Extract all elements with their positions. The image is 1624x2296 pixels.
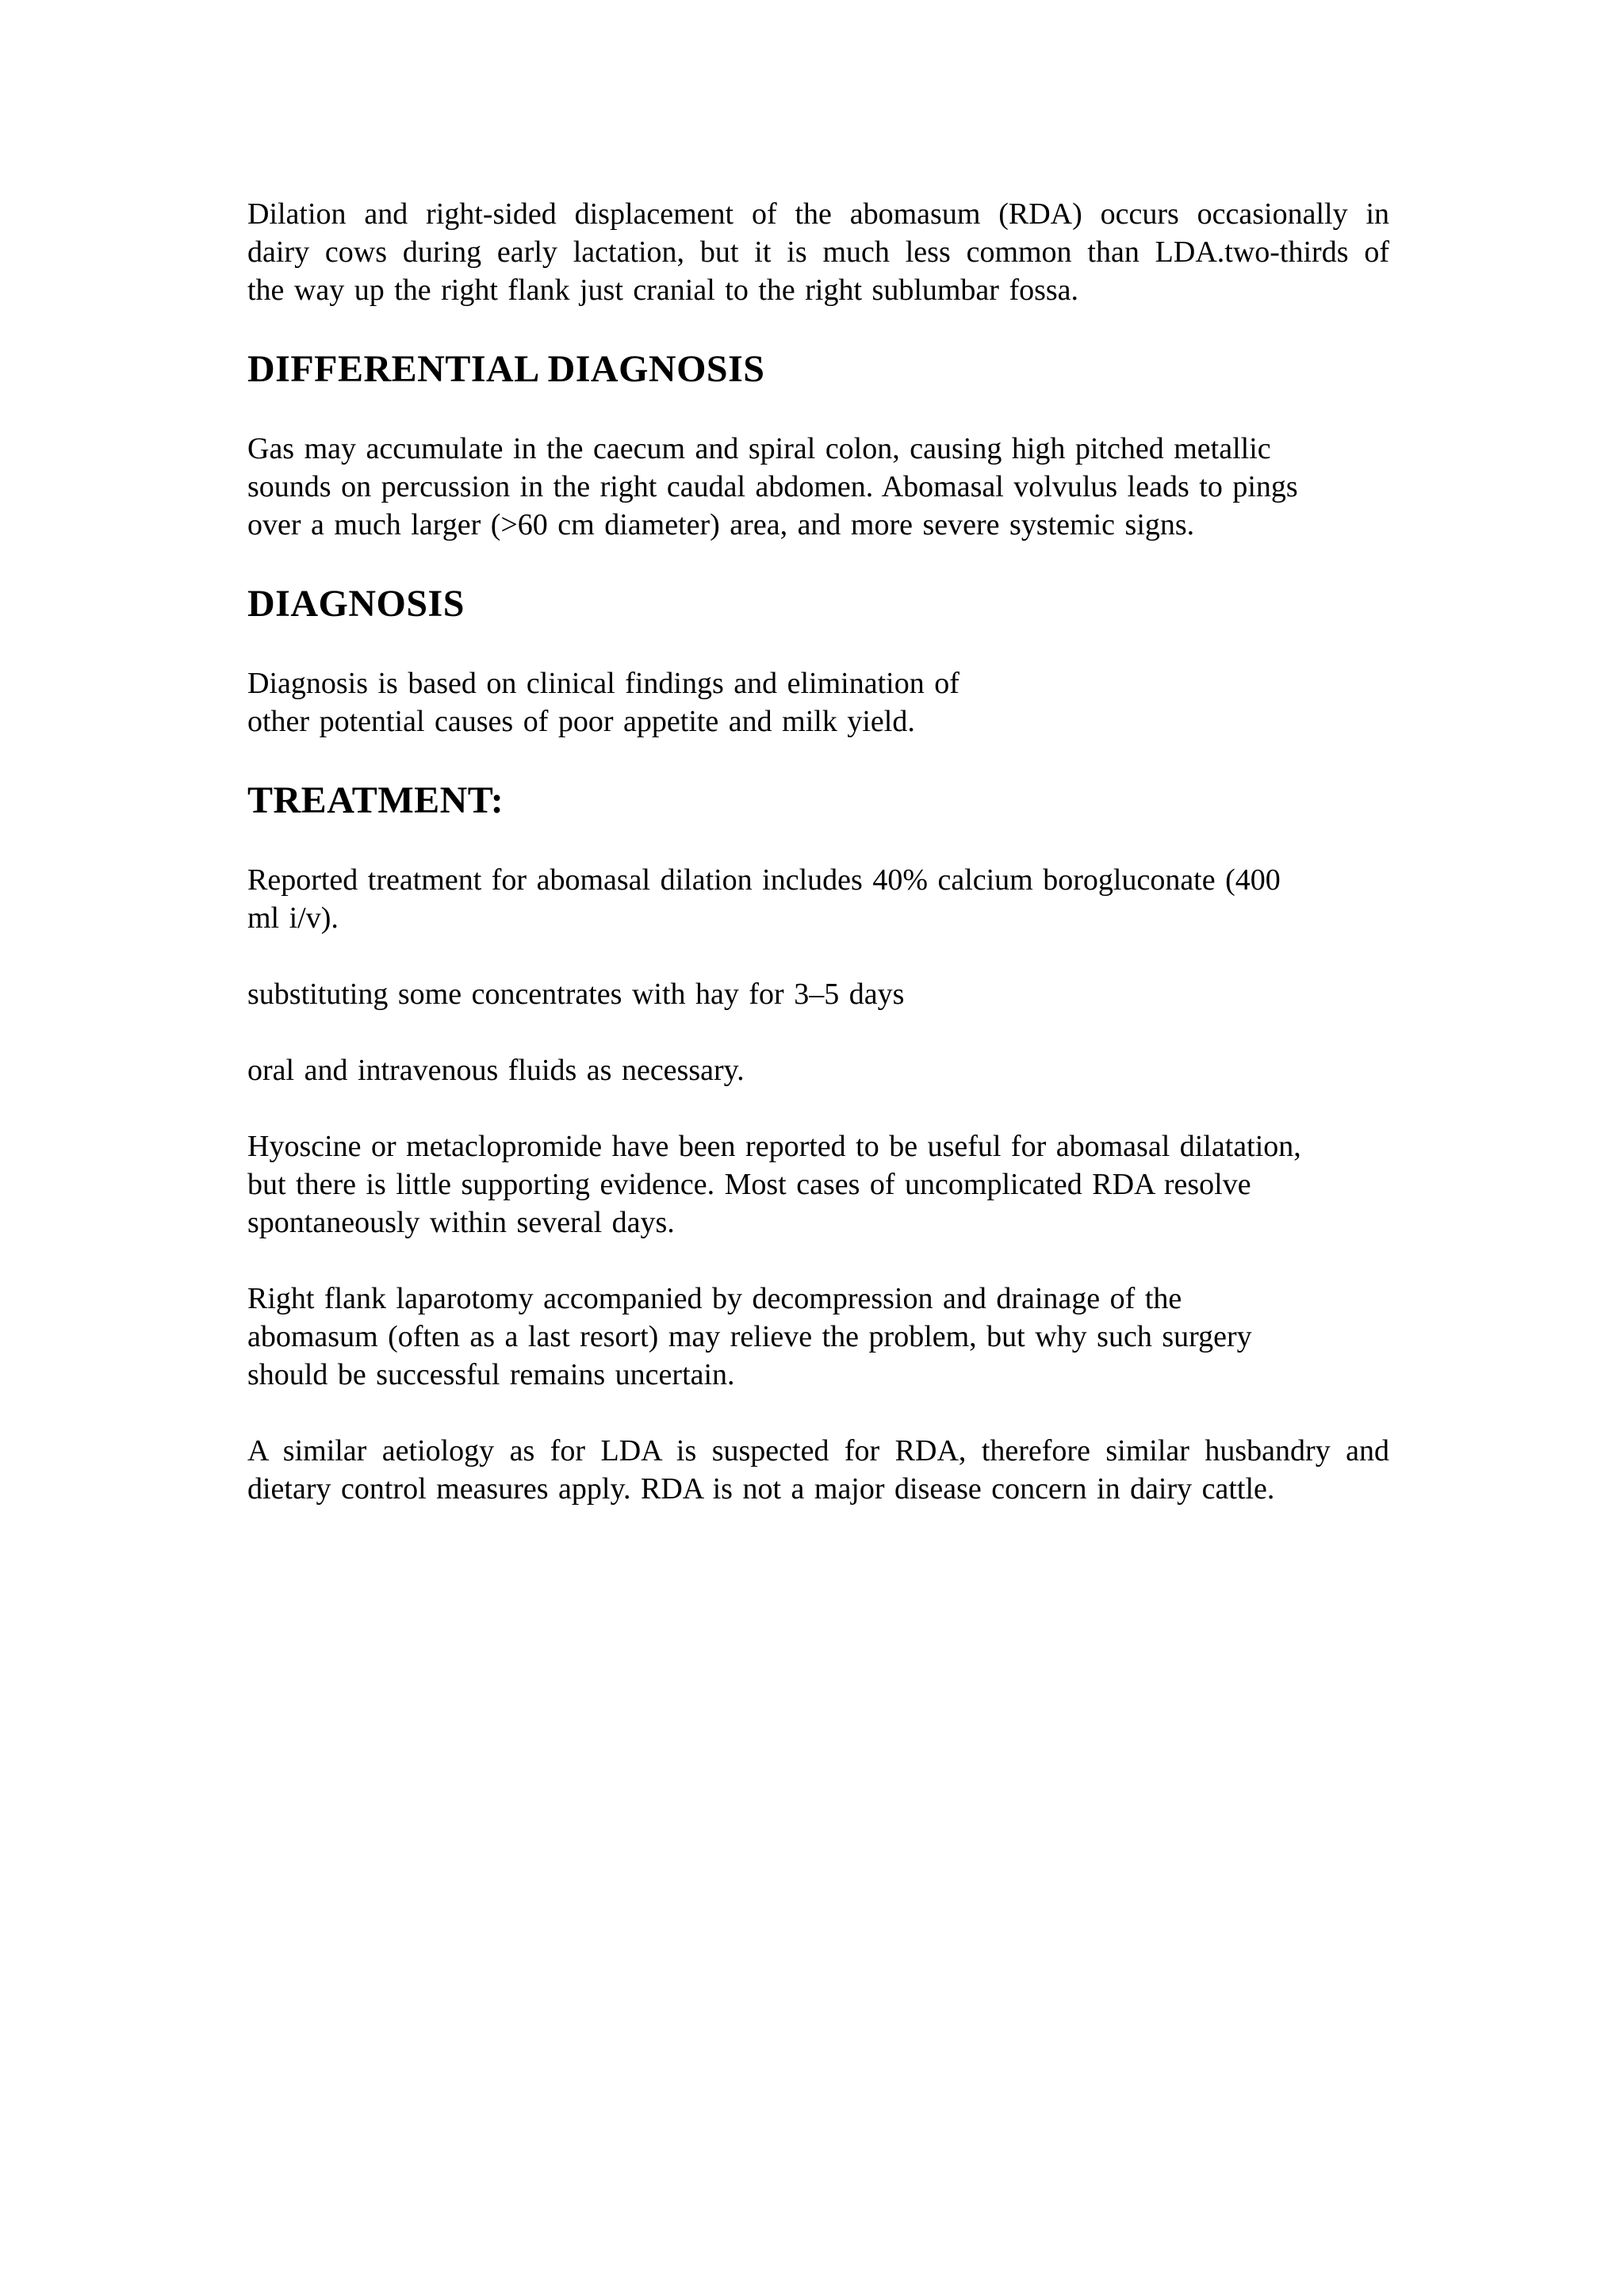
text-line: the way up the right flank just cranial to the right sublumbar fossa. [247, 274, 1079, 307]
treatment-paragraph-3 [247, 1051, 1389, 1089]
text-line: substituting some concentrates with hay for 3–5 days [247, 978, 905, 1011]
text-line: abomasum (often as a last resort) may relieve the problem, but why such surgery [247, 1320, 1252, 1353]
text-line: Gas may accumulate in the caecum and spiral colon, causing high pitched metallic [247, 432, 1271, 465]
diagnosis-paragraph [247, 664, 1389, 740]
text-line: but there is little supporting evidence. Most cases of uncomplicated RDA resolve [247, 1168, 1251, 1201]
text-line: Hyoscine or metaclopromide have been reported to be useful for abomasal dilatation, [247, 1130, 1301, 1163]
text-line: A similar aetiology as for LDA is suspected for RDA, therefore similar husbandry and [247, 1434, 1389, 1468]
text-line: over a much larger (>60 cm diameter) area, and more severe systemic signs. [247, 508, 1195, 541]
section-heading-diagnosis: DIAGNOSIS [247, 583, 465, 625]
differential-paragraph [247, 430, 1389, 544]
treatment-paragraph-2 [247, 975, 1389, 1013]
text-line: dietary control measures apply. RDA is not a major disease concern in dairy cattle. [247, 1472, 1275, 1506]
text-line: ml i/v). [247, 901, 339, 935]
text-line: other potential causes of poor appetite and milk yield. [247, 705, 915, 738]
intro-paragraph [247, 195, 1389, 309]
treatment-paragraph-1 [247, 861, 1389, 937]
text-line: Reported treatment for abomasal dilation includes 40% calcium borogluconate (400 [247, 863, 1281, 897]
text-line: sounds on percussion in the right caudal abdomen. Abomasal volvulus leads to pings [247, 470, 1298, 503]
section-heading-differential-diagnosis: DIFFERENTIAL DIAGNOSIS [247, 348, 765, 390]
text-line: spontaneously within several days. [247, 1206, 675, 1239]
treatment-paragraph-4 [247, 1127, 1389, 1242]
text-line: dairy cows during early lactation, but it is much less common than LDA.two-thirds of [247, 235, 1389, 269]
text-line: Right flank laparotomy accompanied by decompression and drainage of the [247, 1282, 1182, 1315]
text-line: Dilation and right-sided displacement of the abomasum (RDA) occurs occasionally in [247, 197, 1389, 231]
text-line: oral and intravenous fluids as necessary. [247, 1054, 745, 1087]
treatment-paragraph-6 [247, 1432, 1389, 1508]
text-line: should be successful remains uncertain. [247, 1358, 735, 1391]
treatment-paragraph-5 [247, 1280, 1389, 1394]
text-line: Diagnosis is based on clinical findings and elimination of [247, 667, 959, 700]
document-body [247, 195, 1389, 1546]
section-heading-treatment: TREATMENT: [247, 779, 504, 821]
